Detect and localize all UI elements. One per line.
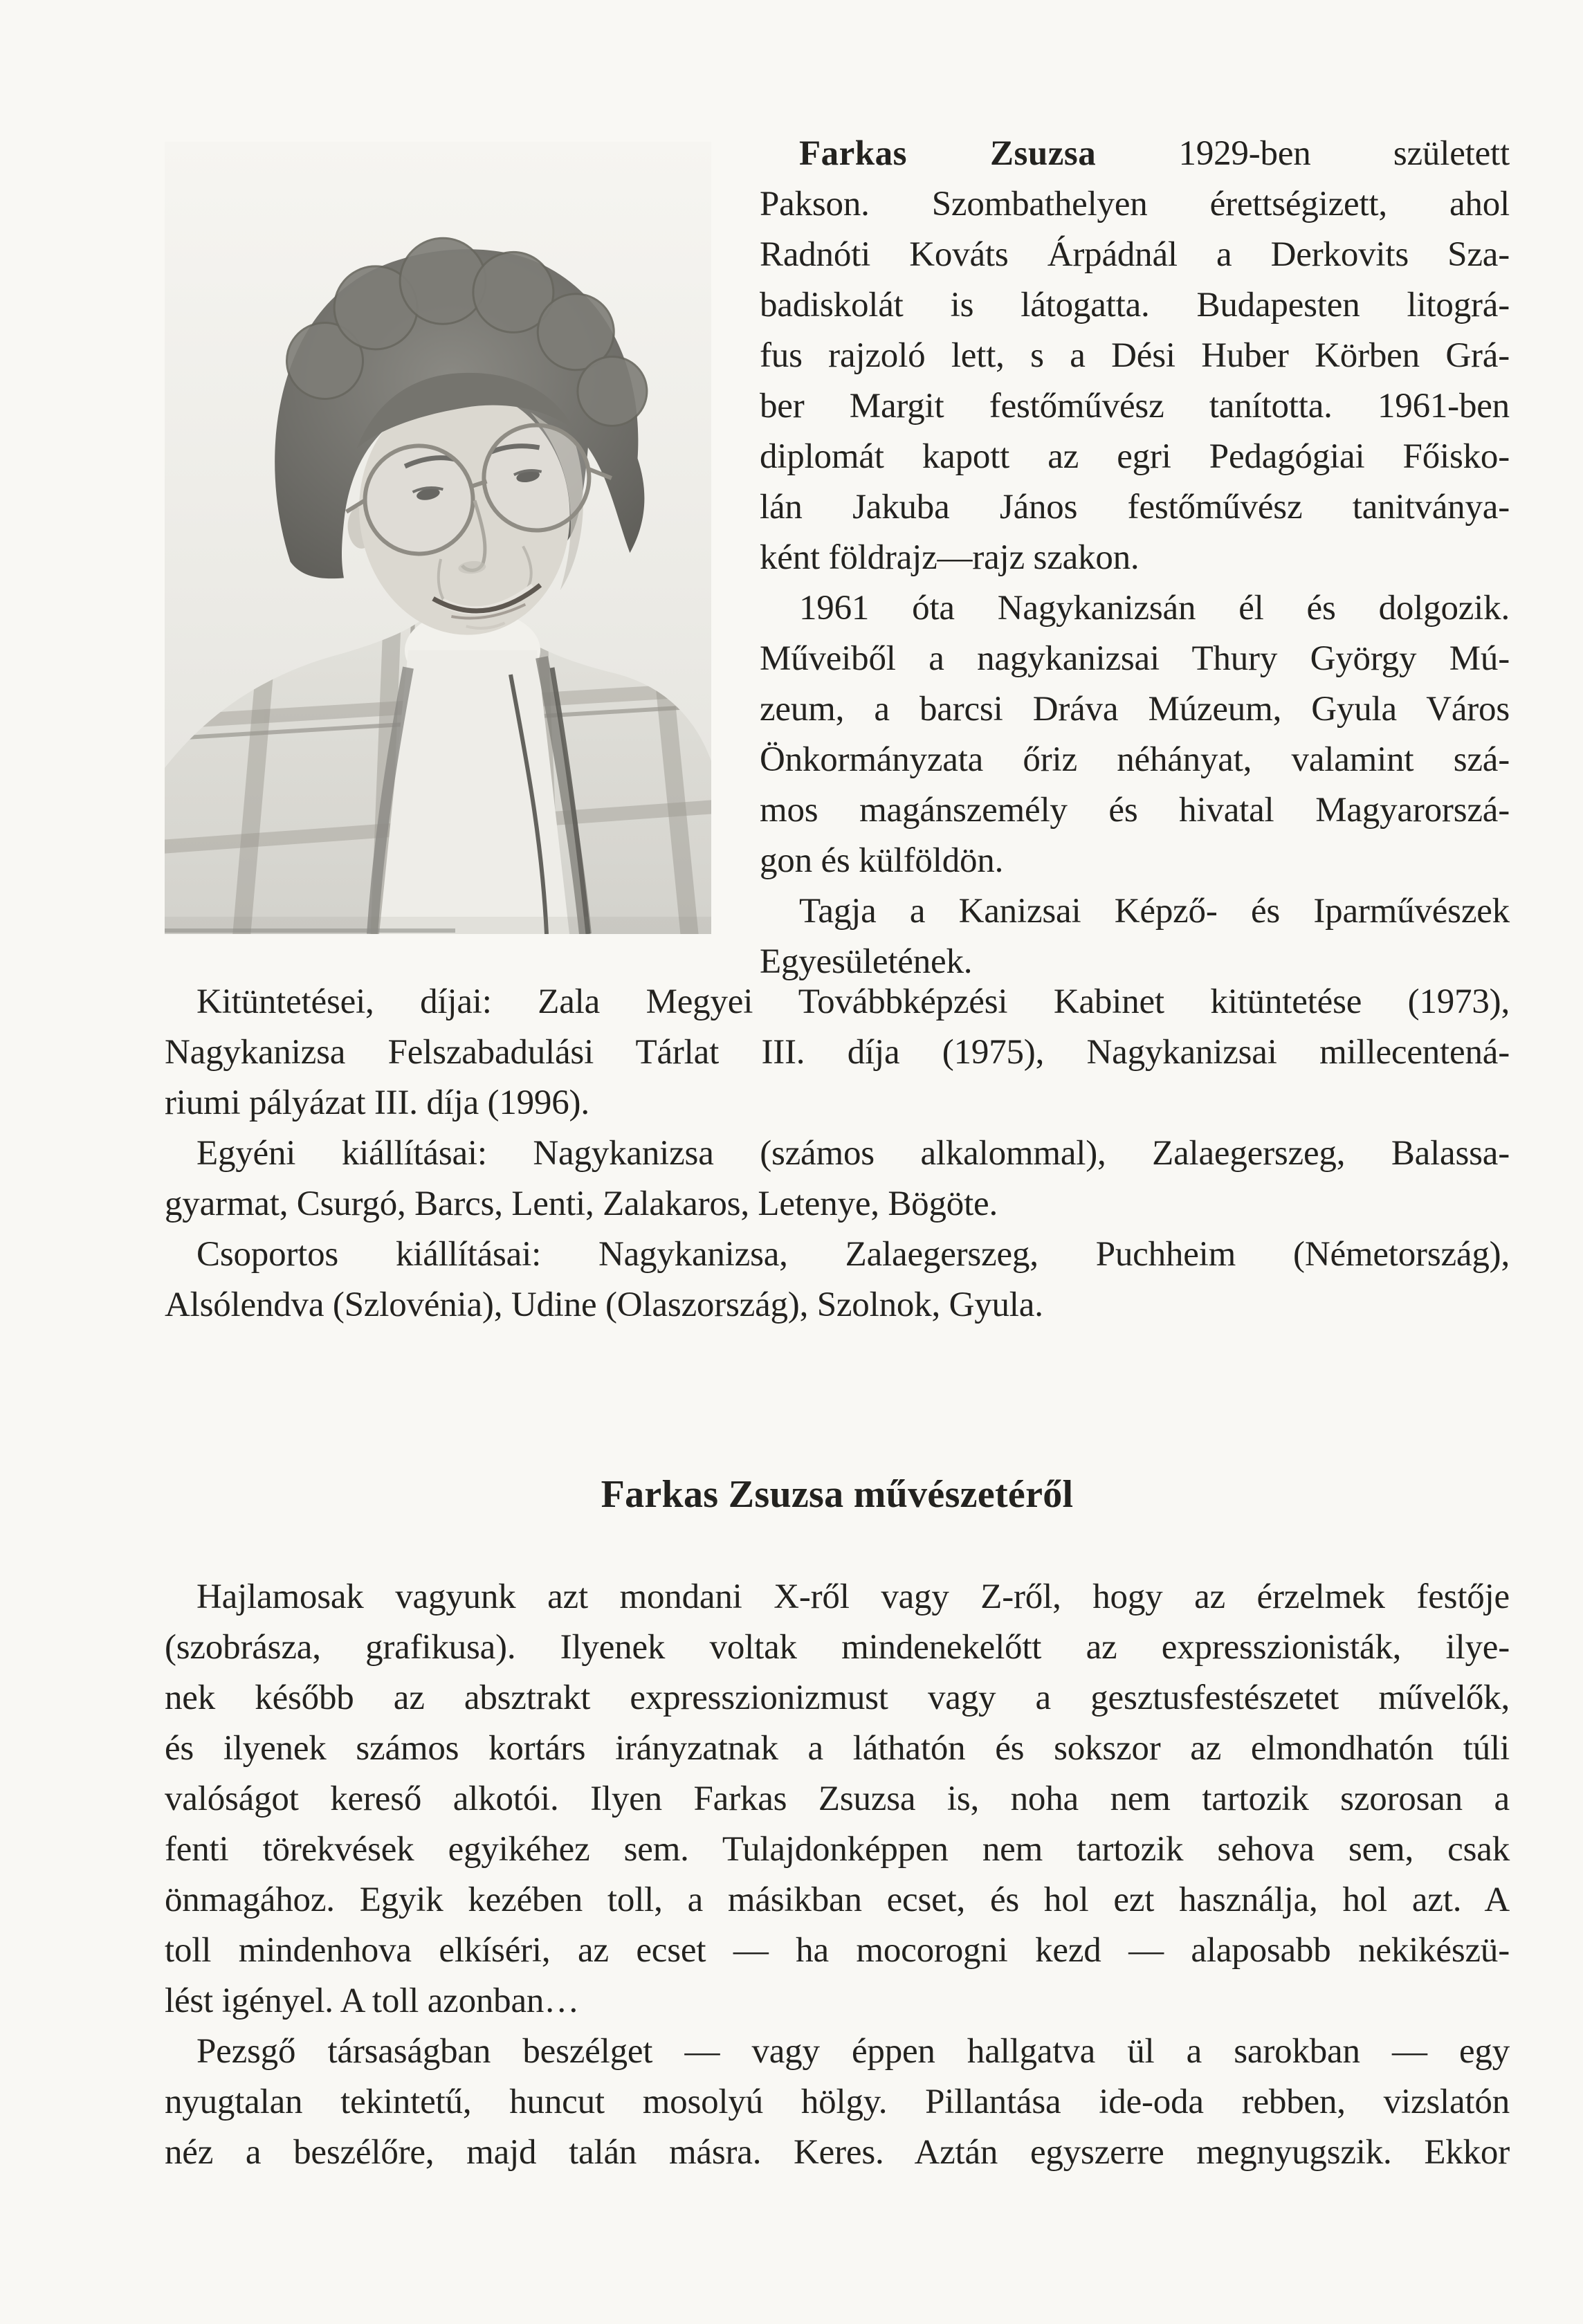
text-line: diplomát kapott az egri Pedagógiai Főisko- xyxy=(760,437,1510,476)
text-line: valóságot kereső alkotói. Ilyen Farkas Zsuzsa is, noha nem tartozik szorosan a xyxy=(165,1779,1510,1818)
text-line: mos magánszemély és hivatal Magyarorszá- xyxy=(760,791,1510,830)
text-line: Kitüntetései, díjai: Zala Megyei Továbbképzési Kabinet kitüntetése (1973), xyxy=(196,982,1510,1021)
text-line: gon és külföldön. xyxy=(760,841,1004,880)
text-line: önmagához. Egyik kezében toll, a másikban ecset, és hol ezt használja, hol azt. A xyxy=(165,1881,1510,1919)
text-line: néz a beszélőre, majd talán másra. Keres. Aztán egyszerre megnyugszik. Ekkor xyxy=(165,2133,1510,2172)
text-line: toll mindenhova elkíséri, az ecset — ha mocorogni kezd — alaposabb nekikészü- xyxy=(165,1931,1510,1970)
text-line: nyugtalan tekintetű, huncut mosolyú hölgy. Pillantása ide-oda rebben, vizslatón xyxy=(165,2083,1510,2121)
text-line: és ilyenek számos kortárs irányzatnak a láthatón és sokszor az elmondhatón túli xyxy=(165,1729,1510,1768)
text-line: Alsólendva (Szlovénia), Udine (Olaszország), Szolnok, Gyula. xyxy=(165,1285,1043,1324)
essay-paragraph-2 xyxy=(165,2026,1510,2178)
text-line: fenti törekvések egyikéhez sem. Tulajdonképpen nem tartozik sehova sem, csak xyxy=(165,1830,1510,1869)
group-exhibitions-paragraph xyxy=(165,1229,1510,1330)
bio-column xyxy=(760,129,1510,987)
text-line: zeum, a barcsi Dráva Múzeum, Gyula Város xyxy=(760,690,1510,729)
awards-paragraph xyxy=(165,977,1510,1128)
text-line: Műveiből a nagykanizsai Thury György Mú- xyxy=(760,639,1510,678)
text-line: Egyesületének. xyxy=(760,942,973,981)
text-line: ként földrajz—rajz szakon. xyxy=(760,538,1140,577)
text-line: Hajlamosak vagyunk azt mondani X-ről vagy Z-ről, hogy az érzelmek festője xyxy=(196,1577,1510,1616)
text-line: lést igényel. A toll azonban… xyxy=(165,1982,580,2020)
text-line: Egyéni kiállításai: Nagykanizsa (számos alkalommal), Zalaegerszeg, Balassa- xyxy=(196,1134,1510,1173)
artist-name: Farkas Zsuzsa xyxy=(799,134,1097,173)
portrait-illustration xyxy=(165,142,711,934)
birth-year-text: 1929-ben született xyxy=(1178,134,1510,173)
body-column xyxy=(165,977,1510,2178)
text-line: ber Margit festőművész tanította. 1961-ben xyxy=(760,387,1510,426)
solo-exhibitions-paragraph xyxy=(165,1128,1510,1229)
text-line: 1961 óta Nagykanizsán él és dolgozik. xyxy=(799,589,1510,628)
text-line: Radnóti Kováts Árpádnál a Derkovits Sza- xyxy=(760,235,1510,274)
text-line: Pakson. Szombathelyen érettségizett, ahol xyxy=(760,185,1510,223)
text-line: riumi pályázat III. díja (1996). xyxy=(165,1083,589,1122)
text-line: (szobrásza, grafikusa). Ilyenek voltak mindenekelőtt az expresszionisták, ilye- xyxy=(165,1628,1510,1667)
text-line: Pezsgő társaságban beszélget — vagy éppen hallgatva ül a sarokban — egy xyxy=(196,2032,1510,2071)
text-line: Önkormányzata őriz néhányat, valamint szá- xyxy=(760,740,1510,779)
text-line: Csoportos kiállításai: Nagykanizsa, Zalaegerszeg, Puchheim (Németország), xyxy=(196,1235,1510,1274)
bio-paragraph-career xyxy=(760,583,1510,886)
text-line: fus rajzoló lett, s a Dési Huber Körben Grá- xyxy=(760,336,1510,375)
text-line: badiskolát is látogatta. Budapesten litográ- xyxy=(760,286,1510,324)
bio-lead-line xyxy=(760,129,1510,179)
text-line: nek később az absztrakt expresszionizmust vagy a gesztusfestészetet művelők, xyxy=(165,1678,1510,1717)
text-line: Nagykanizsa Felszabadulási Tárlat III. díja (1975), Nagykanizsai millecentená- xyxy=(165,1033,1510,1072)
bio-paragraph-birth-lines xyxy=(760,179,1510,583)
text-line: lán Jakuba János festőművész tanitványa- xyxy=(760,488,1510,527)
text-line: Tagja a Kanizsai Képző- és Iparművészek xyxy=(799,892,1510,931)
essay-paragraph-1 xyxy=(165,1572,1510,2026)
bio-paragraph-membership xyxy=(760,886,1510,987)
section-heading: Farkas Zsuzsa művészetéről xyxy=(601,1473,1074,1516)
portrait-photo xyxy=(165,142,711,934)
bio-paragraph-birth xyxy=(760,129,1510,583)
text-line: gyarmat, Csurgó, Barcs, Lenti, Zalakaros, Letenye, Bögöte. xyxy=(165,1184,998,1223)
